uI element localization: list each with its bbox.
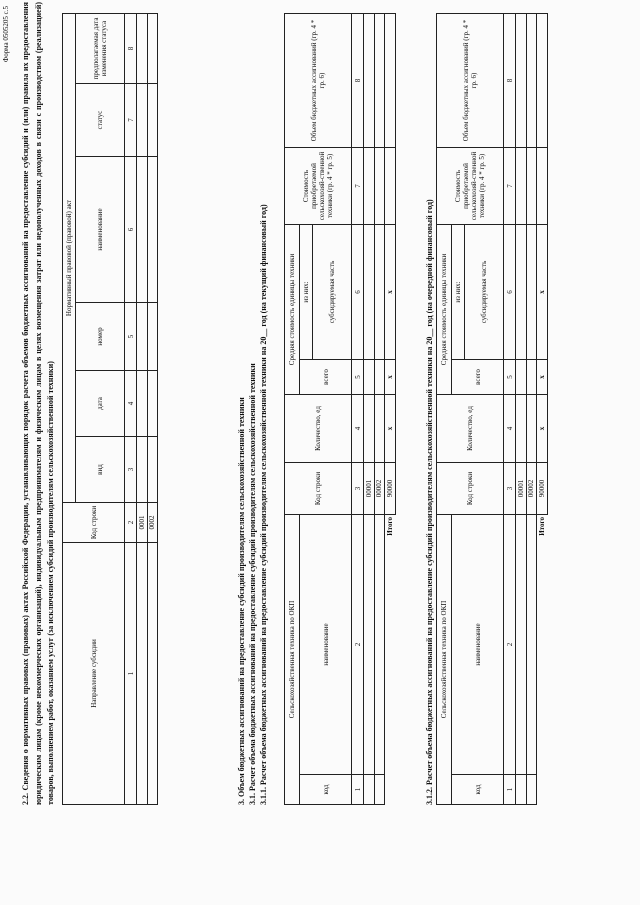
- col-number: 1: [352, 775, 364, 805]
- col-number: 7: [125, 84, 137, 157]
- cell-equipment-cost[interactable]: [374, 147, 385, 224]
- table-row: [364, 13, 375, 804]
- cell-act-date[interactable]: [137, 371, 148, 437]
- col-line-code: Код строки: [285, 463, 352, 515]
- cell-equipment-cost[interactable]: [526, 147, 537, 224]
- col-budget-volume: Объем бюджетных ассигнований (гр. 4 * гр. 6): [285, 13, 352, 147]
- cell-quantity[interactable]: [364, 395, 375, 463]
- cell-avg-total[interactable]: [516, 360, 527, 395]
- col-act-type: вид: [76, 437, 125, 503]
- col-act-group: Нормативный правовой (правовой) акт: [63, 13, 76, 502]
- col-number: 7: [504, 147, 516, 224]
- cell-line-code: 00001: [516, 463, 527, 515]
- cell-okp-code[interactable]: [526, 775, 537, 805]
- col-avg-cost: Средняя стоимость единицы техники: [285, 224, 300, 394]
- table-row: [137, 13, 148, 804]
- cell-avg-total[interactable]: [374, 360, 385, 395]
- col-equipment-cost: Стоимость приобретаемой сельскохозяй-ственной техники (гр. 4 * гр. 5): [285, 147, 352, 224]
- col-okp-code: код: [452, 775, 504, 805]
- col-okp-code: код: [300, 775, 352, 805]
- col-number: 1: [125, 543, 137, 805]
- col-number: 4: [352, 395, 364, 463]
- col-number: 8: [352, 13, 364, 147]
- x-mark: x: [537, 224, 548, 359]
- x-mark: x: [537, 395, 548, 463]
- col-number: 5: [504, 360, 516, 395]
- col-okp-name: наименование: [300, 515, 352, 775]
- col-avg-total: всего: [300, 360, 352, 395]
- col-number: 4: [125, 371, 137, 437]
- col-number: 3: [504, 463, 516, 515]
- col-number: 5: [125, 303, 137, 371]
- cell-avg-total[interactable]: [364, 360, 375, 395]
- col-avg-cost: Средняя стоимость единицы техники: [437, 224, 452, 394]
- col-equipment-cost: Стоимость приобретаемой сельскохозяй-ственной техники (гр. 4 * гр. 5): [437, 147, 504, 224]
- col-subsidized-part: субсидируемая часть: [313, 224, 352, 359]
- table-row: [526, 13, 537, 804]
- cell-line-code: 0001: [137, 503, 148, 543]
- col-subsidy-direction: Направление субсидии: [63, 543, 125, 805]
- section-3-1-1-heading: 3.1.1. Расчет объема бюджетных ассигнований на предоставление субсидий производителям сельскохозяйственной техники на 20__ год (на текущий финансовый год): [259, 204, 268, 805]
- cell-act-name[interactable]: [147, 157, 158, 303]
- cell-quantity[interactable]: [374, 395, 385, 463]
- col-number: 4: [504, 395, 516, 463]
- x-mark: x: [385, 395, 396, 463]
- col-number: 2: [352, 515, 364, 775]
- section-2-2-heading: 2.2. Сведения о нормативных правовых (правовых) актах Российской Федерации, устанавливающих порядок расчета объемов бюджетных ассигнований на предоставление субсидий и (или) правила их предоставления юридическим лицам (кроме некоммерческих организаций), индивидуальным предпринимателям и физическим лицам в целях возмещения затрат или недополученных доходов в связи с производством (реализацией) товаров, выполнением работ, оказанием услуг (за исключением субсидий производителям сельскохозяйственной техники): [21, 2, 55, 805]
- cell-line-code: 00001: [364, 463, 375, 515]
- cell-act-number[interactable]: [147, 303, 158, 371]
- total-row: [385, 13, 396, 804]
- col-budget-volume: Объем бюджетных ассигнований (гр. 4 * гр. 6): [437, 13, 504, 147]
- col-number: 6: [125, 157, 137, 303]
- col-of-which: из них:: [452, 224, 465, 359]
- col-quantity: Количество, ед: [437, 395, 504, 463]
- cell-okp-name[interactable]: [516, 515, 527, 775]
- col-okp: Сельскохозяйственная техника по ОКП: [285, 515, 300, 805]
- cell-budget-volume[interactable]: [526, 13, 537, 147]
- cell-act-name[interactable]: [137, 157, 148, 303]
- cell-act-type[interactable]: [147, 437, 158, 503]
- cell-direction[interactable]: [137, 543, 148, 805]
- col-subsidized-part: субсидируемая часть: [465, 224, 504, 359]
- col-act-date: дата: [76, 371, 125, 437]
- col-of-which: из них:: [300, 224, 313, 359]
- cell-act-number[interactable]: [137, 303, 148, 371]
- col-number: 8: [504, 13, 516, 147]
- cell-act-status[interactable]: [147, 84, 158, 157]
- col-number: 5: [352, 360, 364, 395]
- col-status-change-date: предполагаемая дата изменения статуса: [76, 13, 125, 83]
- col-line-code: Код строки: [63, 503, 125, 543]
- total-label: Итого: [386, 517, 394, 536]
- x-mark: x: [537, 360, 548, 395]
- col-number: 8: [125, 13, 137, 83]
- section-3-1-2-heading: 3.1.2. Расчет объема бюджетных ассигнований на предоставление субсидий производителям сельскохозяйственной техники на 20__ год (на очередной финансовый год): [425, 199, 434, 805]
- x-mark: x: [385, 224, 396, 359]
- cell-equipment-cost[interactable]: [516, 147, 527, 224]
- cell-subsidized-part[interactable]: [374, 224, 385, 359]
- table-row: [374, 13, 385, 804]
- col-number: 7: [352, 147, 364, 224]
- col-number: 3: [125, 437, 137, 503]
- total-row: [537, 13, 548, 804]
- col-act-status: статус: [76, 84, 125, 157]
- col-act-number: номер: [76, 303, 125, 371]
- cell-act-date[interactable]: [147, 371, 158, 437]
- cell-quantity[interactable]: [526, 395, 537, 463]
- total-line-code: 90000: [385, 463, 396, 515]
- cell-line-code: 00002: [526, 463, 537, 515]
- cell-total-equipment-cost[interactable]: [537, 147, 548, 224]
- cell-act-type[interactable]: [137, 437, 148, 503]
- cell-total-equipment-cost[interactable]: [385, 147, 396, 224]
- col-number: 1: [504, 775, 516, 805]
- cell-okp-code[interactable]: [374, 775, 385, 805]
- col-act-name: наименование: [76, 157, 125, 303]
- cell-okp-code[interactable]: [516, 775, 527, 805]
- cell-avg-total[interactable]: [526, 360, 537, 395]
- cell-subsidized-part[interactable]: [364, 224, 375, 359]
- cell-status-change-date[interactable]: [137, 13, 148, 83]
- section-3-1-heading: 3.1. Расчет объема бюджетных ассигнований на предоставление субсидий производителям сельскохозяйственной техники: [248, 363, 257, 805]
- cell-okp-name[interactable]: [374, 515, 385, 775]
- cell-status-change-date[interactable]: [147, 13, 158, 83]
- form-number: Форма 0505205 с.5: [2, 6, 10, 63]
- cell-total-budget-volume[interactable]: [537, 13, 548, 147]
- col-okp: Сельскохозяйственная техника по ОКП: [437, 515, 452, 805]
- cell-budget-volume[interactable]: [374, 13, 385, 147]
- cell-total-budget-volume[interactable]: [385, 13, 396, 147]
- calc-table-next-year: [436, 13, 548, 805]
- cell-quantity[interactable]: [516, 395, 527, 463]
- table-row: [147, 13, 158, 804]
- x-mark: x: [385, 360, 396, 395]
- col-quantity: Количество, ед: [285, 395, 352, 463]
- col-line-code: Код строки: [437, 463, 504, 515]
- total-label: Итого: [538, 517, 546, 536]
- regulatory-acts-table: [62, 13, 158, 805]
- col-number: 6: [504, 224, 516, 359]
- cell-direction[interactable]: [147, 543, 158, 805]
- col-okp-name: наименование: [452, 515, 504, 775]
- calc-table-current-year: [284, 13, 396, 805]
- cell-budget-volume[interactable]: [364, 13, 375, 147]
- cell-subsidized-part[interactable]: [516, 224, 527, 359]
- col-number: 2: [125, 503, 137, 543]
- table-row: [516, 13, 527, 804]
- col-number: 2: [504, 515, 516, 775]
- cell-okp-name[interactable]: [526, 515, 537, 775]
- total-line-code: 90000: [537, 463, 548, 515]
- cell-subsidized-part[interactable]: [526, 224, 537, 359]
- cell-okp-code[interactable]: [364, 775, 375, 805]
- cell-act-status[interactable]: [137, 84, 148, 157]
- col-avg-total: всего: [452, 360, 504, 395]
- cell-budget-volume[interactable]: [516, 13, 527, 147]
- col-number: 3: [352, 463, 364, 515]
- col-number: 6: [352, 224, 364, 359]
- cell-equipment-cost[interactable]: [364, 147, 375, 224]
- cell-line-code: 00002: [374, 463, 385, 515]
- section-3-heading: 3. Объем бюджетных ассигнований на предоставление субсидий производителям сельскохозяйственной техники: [237, 397, 246, 805]
- cell-line-code: 0002: [147, 503, 158, 543]
- cell-okp-name[interactable]: [364, 515, 375, 775]
